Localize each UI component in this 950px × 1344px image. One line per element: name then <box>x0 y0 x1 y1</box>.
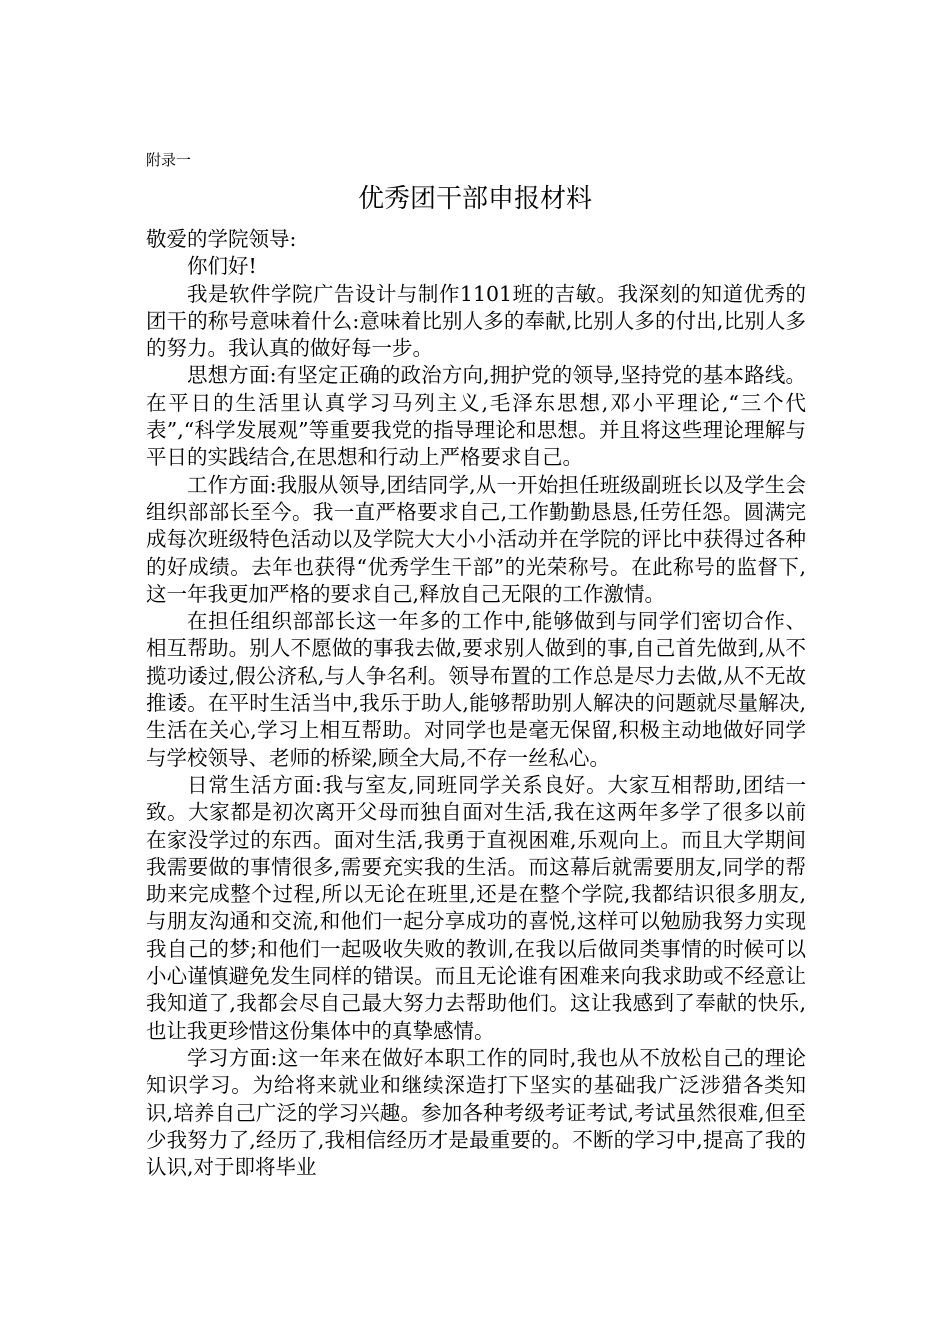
letter-body <box>146 226 806 1181</box>
paragraph-study: 学习方面:这一年来在做好本职工作的同时,我也从不放松自己的理论知识学习。为给将来就业和继续深造打下坚实的基础我广泛涉猎各类知识,培养自己广泛的学习兴趣。参加各种考级考证考试,考试虽然很难,但至少我努力了,经历了,我相信经历才是最重要的。不断的学习中,提高了我的认识,对于即将毕业 <box>146 1045 806 1180</box>
paragraph-work: 工作方面:我服从领导,团结同学,从一开始担任班级副班长以及学生会组织部部长至今。我一直严格要求自己,工作勤勤恳恳,任劳任怨。圆满完成每次班级特色活动以及学院大大小小活动并在学院的评比中获得过各种的好成绩。去年也获得“优秀学生干部”的光荣称号。在此称号的监督下,这一年我更加严格的要求自己,释放自己无限的工作激情。 <box>146 472 806 606</box>
greeting: 你们好! <box>187 254 257 279</box>
paragraph-intro: 我是软件学院广告设计与制作1101班的吉敏。我深刻的知道优秀的团干的称号意味着什么:意味着比别人多的奉献,比别人多的付出,比别人多的努力。我认真的做好每一步。 <box>146 281 806 361</box>
paragraph-daily-life: 日常生活方面:我与室友,同班同学关系良好。大家互相帮助,团结一致。大家都是初次离开父母而独自面对生活,我在这两年多学了很多以前在家没学过的东西。面对生活,我勇于直视困难,乐观向上。而且大学期间我需要做的事情很多,需要充实我的生活。而这幕后就需要朋友,同学的帮助来完成整个过程,所以无论在班里,还是在整个学院,我都结识很多朋友,与朋友沟通和交流,和他们一起分享成功的喜悦,这样可以勉励我努力实现我自己的梦;和他们一起吸收失败的教训,在我以后做同类事情的时候可以小心谨慎避免发生同样的错误。而且无论谁有困难来向我求助或不经意让我知道了,我都会尽自己最大努力去帮助他们。这让我感到了奉献的快乐,也让我更珍惜这份集体中的真挚感情。 <box>146 772 806 1043</box>
paragraph-organization: 在担任组织部部长这一年多的工作中,能够做到与同学们密切合作、相互帮助。别人不愿做的事我去做,要求别人做到的事,自己首先做到,从不揽功诿过,假公济私,与人争名利。领导布置的工作总是尽力去做,从不无故推诿。在平时生活当中,我乐于助人,能够帮助别人解决的问题就尽量解决,生活在关心,学习上相互帮助。对同学也是毫无保留,积极主动地做好同学与学校领导、老师的桥梁,顾全大局,不存一丝私心。 <box>146 609 806 770</box>
appendix-label: 附录一 <box>146 151 192 169</box>
salutation: 敬爱的学院领导: <box>146 227 297 251</box>
document-title: 优秀团干部申报材料 <box>357 184 592 214</box>
paragraph-ideology: 思想方面:有坚定正确的政治方向,拥护党的领导,坚持党的基本路线。在平日的生活里认真学习马列主义,毛泽东思想,邓小平理论,“三个代表”,“科学发展观”等重要我党的指导理论和思想。并且将这些理论理解与平日的实践结合,在思想和行动上严格要求自己。 <box>146 363 806 470</box>
